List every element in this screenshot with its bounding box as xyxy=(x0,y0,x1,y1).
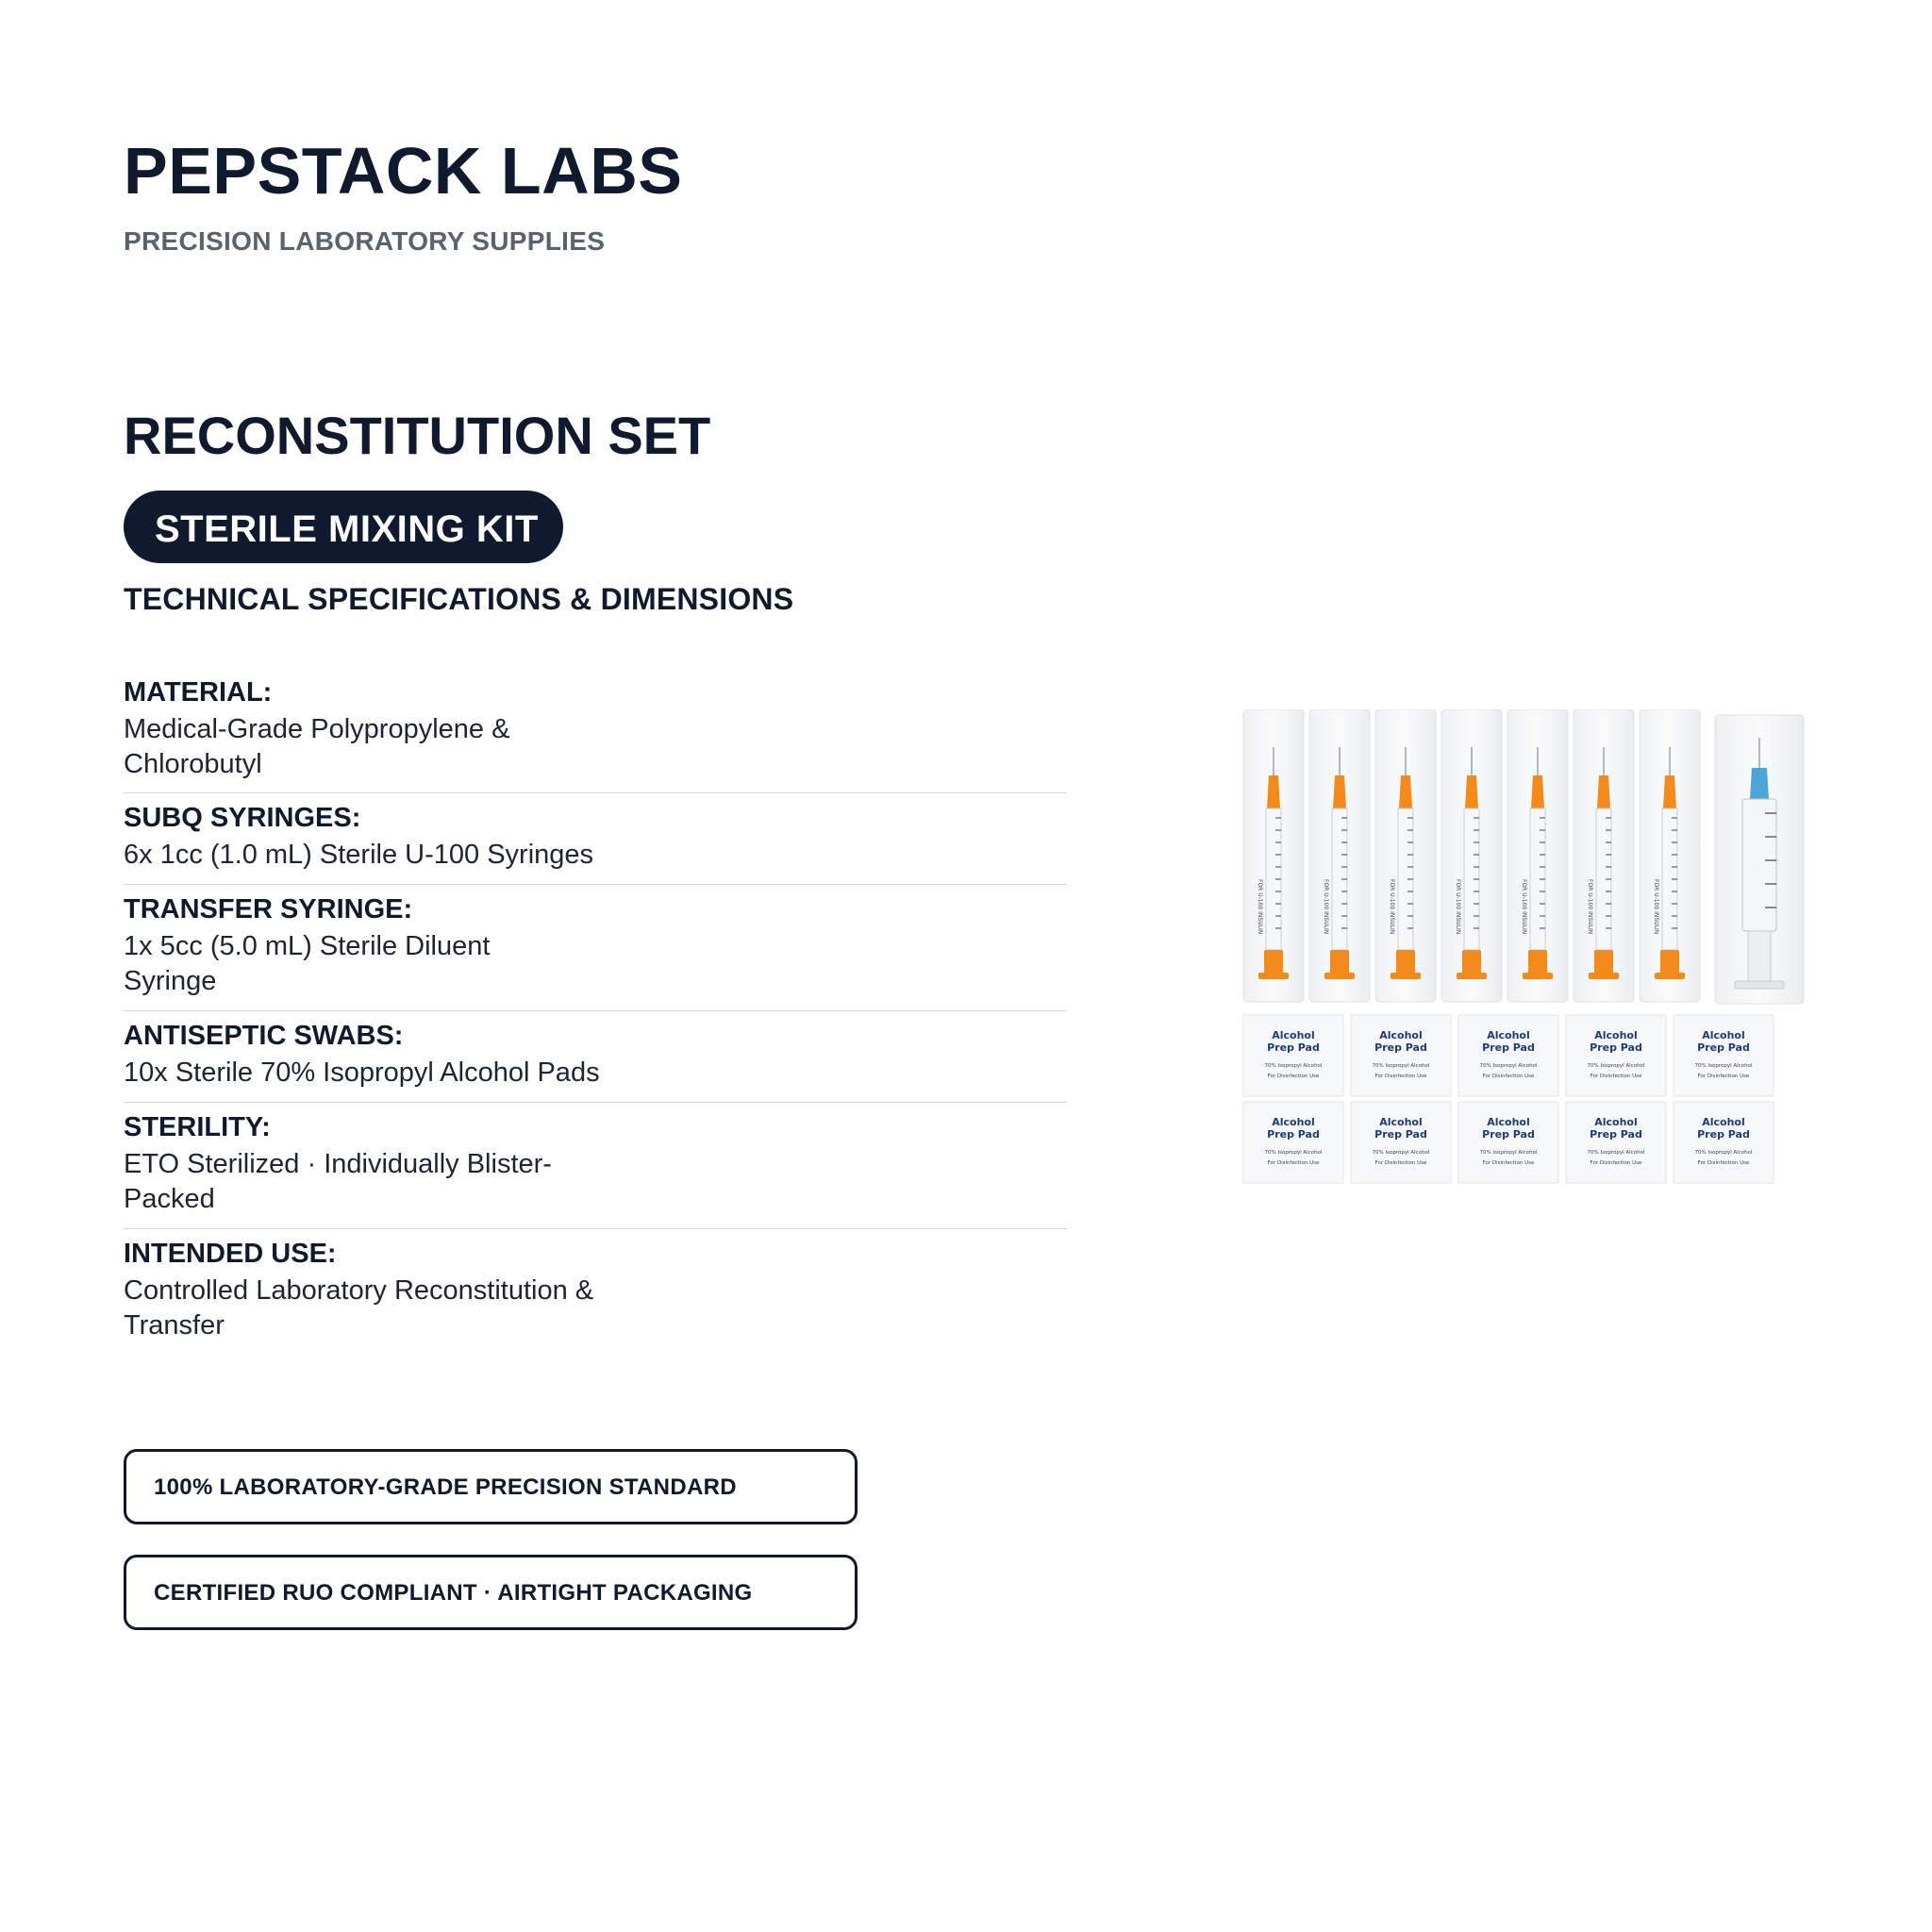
brand-tagline: PRECISION LABORATORY SUPPLIES xyxy=(124,226,606,256)
pad-caption: For Disinfection Use xyxy=(1267,1074,1320,1079)
syringe-print-label: FOR U-100 INSULIN xyxy=(1455,879,1461,935)
spec-label-material: MATERIAL: xyxy=(124,677,273,708)
pad-title: Alcohol xyxy=(1594,1029,1638,1041)
spec-value-antiseptic-swabs xyxy=(124,1056,784,1091)
pad-title: Prep Pad xyxy=(1697,1041,1750,1054)
syringe-print-label: FOR U-100 INSULIN xyxy=(1587,879,1593,935)
spec-value-material xyxy=(124,712,652,782)
pad-caption: For Disinfection Use xyxy=(1482,1160,1535,1166)
spec-value-transfer-syringe xyxy=(124,929,652,999)
pad-title: Prep Pad xyxy=(1482,1041,1535,1054)
spec-divider xyxy=(124,884,1067,885)
alcohol-prep-pad xyxy=(1566,1015,1666,1096)
kit-pill-label: STERILE MIXING KIT xyxy=(155,508,539,550)
pad-title: Alcohol xyxy=(1594,1116,1638,1128)
pad-caption: For Disinfection Use xyxy=(1374,1074,1427,1079)
product-title: RECONSTITUTION SET xyxy=(124,406,711,465)
pad-caption: For Disinfection Use xyxy=(1267,1160,1320,1166)
spec-value-line: ETO Sterilized · Individually Blister- xyxy=(124,1149,552,1179)
pad-caption: For Disinfection Use xyxy=(1482,1074,1535,1079)
spec-label-transfer-syringe: TRANSFER SYRINGE: xyxy=(124,894,413,924)
pad-title: Prep Pad xyxy=(1374,1128,1427,1141)
insulin-syringe-pack xyxy=(1574,709,1634,1002)
pad-caption: 70% Isopropyl Alcohol xyxy=(1694,1150,1753,1156)
pad-caption: 70% Isopropyl Alcohol xyxy=(1694,1063,1753,1069)
pad-title: Prep Pad xyxy=(1590,1041,1642,1054)
pad-title: Prep Pad xyxy=(1267,1041,1320,1054)
spec-value-line: Medical-Grade Polypropylene & xyxy=(124,714,510,744)
spec-value-line: 1x 5cc (5.0 mL) Sterile Diluent xyxy=(124,931,491,961)
spec-value-line: Packed xyxy=(124,1184,215,1214)
alcohol-prep-pad xyxy=(1458,1015,1558,1096)
transfer-syringe-pack xyxy=(1715,715,1804,1004)
ruo-compliant-badge xyxy=(124,1555,858,1630)
pad-title: Alcohol xyxy=(1379,1029,1423,1041)
pad-caption: For Disinfection Use xyxy=(1697,1074,1750,1079)
pad-caption: 70% Isopropyl Alcohol xyxy=(1479,1150,1538,1156)
alcohol-prep-pad xyxy=(1351,1102,1451,1183)
spec-divider xyxy=(124,1010,1067,1011)
pad-caption: For Disinfection Use xyxy=(1374,1160,1427,1166)
pad-title: Alcohol xyxy=(1487,1116,1530,1128)
precision-standard-badge xyxy=(124,1449,858,1524)
pad-caption: 70% Isopropyl Alcohol xyxy=(1264,1063,1323,1069)
spec-divider xyxy=(124,1102,1067,1103)
spec-label-antiseptic-swabs: ANTISEPTIC SWABS: xyxy=(124,1021,404,1051)
spec-value-line: Syringe xyxy=(124,966,217,996)
pad-caption: 70% Isopropyl Alcohol xyxy=(1587,1063,1645,1069)
spec-label-sterility: STERILITY: xyxy=(124,1112,271,1142)
alcohol-pad-grid xyxy=(1243,1015,1774,1183)
spec-divider xyxy=(124,792,1067,793)
insulin-syringe-pack xyxy=(1507,709,1568,1002)
pad-caption: For Disinfection Use xyxy=(1590,1160,1642,1166)
pad-caption: 70% Isopropyl Alcohol xyxy=(1479,1063,1538,1069)
insulin-syringe-pack xyxy=(1441,709,1502,1002)
pad-title: Prep Pad xyxy=(1482,1128,1535,1141)
brand-name: PEPSTACK LABS xyxy=(124,134,683,208)
pad-caption: For Disinfection Use xyxy=(1697,1160,1750,1166)
insulin-syringe-pack xyxy=(1309,709,1370,1002)
syringe-print-label: FOR U-100 INSULIN xyxy=(1257,879,1263,935)
kit-pill-badge xyxy=(124,491,563,563)
pad-caption: 70% Isopropyl Alcohol xyxy=(1587,1150,1645,1156)
spec-heading: TECHNICAL SPECIFICATIONS & DIMENSIONS xyxy=(124,582,794,616)
pad-caption: For Disinfection Use xyxy=(1590,1074,1642,1079)
pad-title: Prep Pad xyxy=(1374,1041,1427,1054)
pad-title: Prep Pad xyxy=(1697,1128,1750,1141)
pad-title: Alcohol xyxy=(1272,1116,1315,1128)
pad-title: Prep Pad xyxy=(1590,1128,1642,1141)
alcohol-prep-pad xyxy=(1566,1102,1666,1183)
syringe-print-label: FOR U-100 INSULIN xyxy=(1389,879,1395,935)
badge-label: CERTIFIED RUO COMPLIANT · AIRTIGHT PACKAGING xyxy=(154,1580,753,1606)
pad-title: Alcohol xyxy=(1379,1116,1423,1128)
kit-product-image xyxy=(1236,709,1821,1191)
pad-title: Prep Pad xyxy=(1267,1128,1320,1141)
spec-value-line: 10x Sterile 70% Isopropyl Alcohol Pads xyxy=(124,1058,600,1088)
pad-caption: 70% Isopropyl Alcohol xyxy=(1264,1150,1323,1156)
spec-value-line: Chlorobutyl xyxy=(124,749,262,779)
alcohol-prep-pad xyxy=(1243,1015,1343,1096)
pad-caption: 70% Isopropyl Alcohol xyxy=(1372,1150,1430,1156)
pad-title: Alcohol xyxy=(1702,1116,1745,1128)
spec-value-subq-syringes xyxy=(124,838,784,873)
alcohol-prep-pad xyxy=(1674,1015,1774,1096)
spec-value-line: Transfer xyxy=(124,1310,225,1341)
spec-label-subq-syringes: SUBQ SYRINGES: xyxy=(124,803,361,833)
pad-caption: 70% Isopropyl Alcohol xyxy=(1372,1063,1430,1069)
pad-title: Alcohol xyxy=(1272,1029,1315,1041)
syringe-row xyxy=(1243,709,1804,1004)
spec-value-line: 6x 1cc (1.0 mL) Sterile U-100 Syringes xyxy=(124,840,594,870)
insulin-syringe-pack xyxy=(1243,709,1304,1002)
spec-value-line: Controlled Laboratory Reconstitution & xyxy=(124,1275,594,1306)
alcohol-prep-pad xyxy=(1674,1102,1774,1183)
syringe-print-label: FOR U-100 INSULIN xyxy=(1521,879,1527,935)
pad-title: Alcohol xyxy=(1487,1029,1530,1041)
insulin-syringe-pack xyxy=(1375,709,1436,1002)
alcohol-prep-pad xyxy=(1351,1015,1451,1096)
spec-value-sterility xyxy=(124,1147,652,1217)
alcohol-prep-pad xyxy=(1458,1102,1558,1183)
spec-divider xyxy=(124,1228,1067,1229)
spec-label-intended-use: INTENDED USE: xyxy=(124,1239,337,1269)
pad-title: Alcohol xyxy=(1702,1029,1745,1041)
syringe-print-label: FOR U-100 INSULIN xyxy=(1653,879,1659,935)
alcohol-prep-pad xyxy=(1243,1102,1343,1183)
syringe-print-label: FOR U-100 INSULIN xyxy=(1323,879,1329,935)
badge-label: 100% LABORATORY-GRADE PRECISION STANDARD xyxy=(154,1474,737,1500)
insulin-syringe-pack xyxy=(1640,709,1700,1002)
spec-value-intended-use xyxy=(124,1274,708,1343)
